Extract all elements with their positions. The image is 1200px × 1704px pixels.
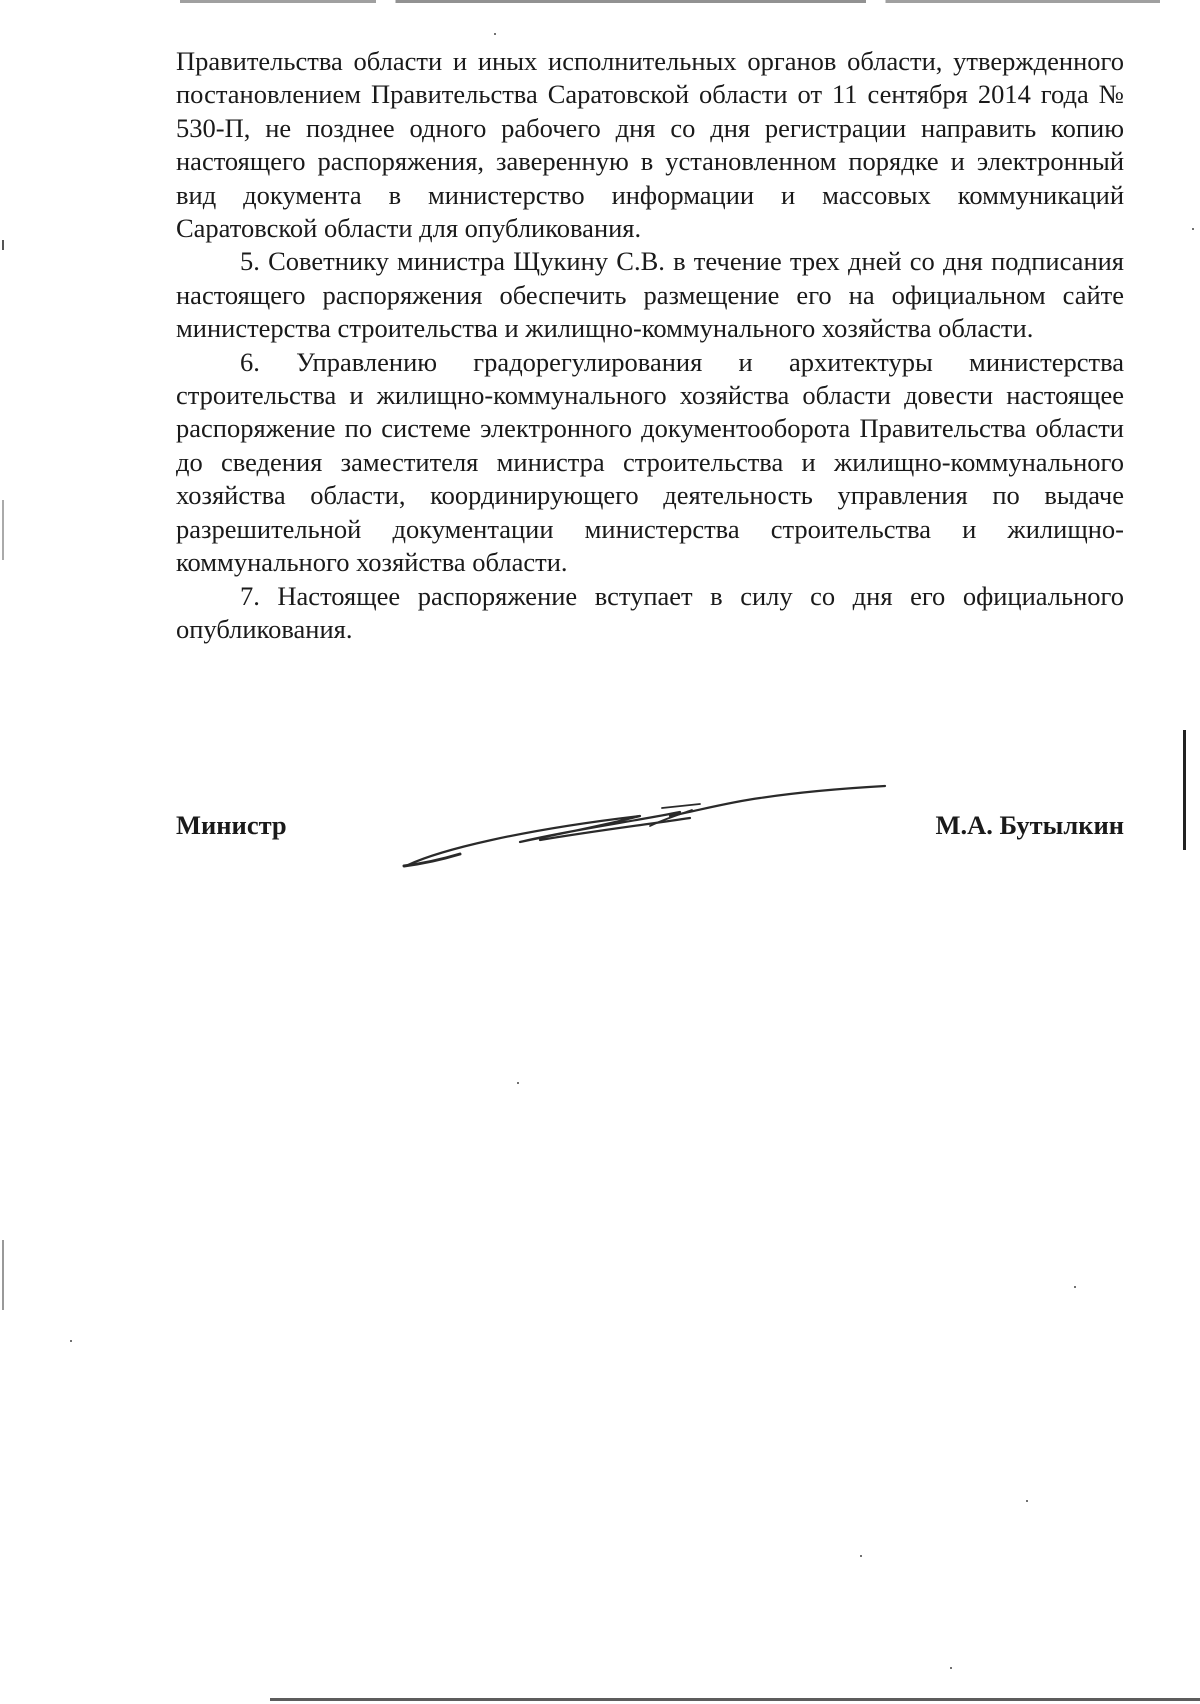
scan-edge-mark	[2, 1240, 4, 1310]
paragraph-item-7: 7. Настоящее распоряжение вступает в силу со дня его официального опубликования.	[176, 580, 1124, 644]
document-body	[176, 45, 1124, 646]
scan-speck	[1026, 1500, 1028, 1502]
scan-speck	[1074, 1286, 1076, 1288]
bottom-scan-border	[270, 1698, 1200, 1701]
scan-edge-mark	[2, 240, 4, 250]
scan-edge-mark	[1183, 730, 1186, 850]
signatory-title: Министр	[176, 810, 287, 840]
scan-speck	[494, 33, 496, 35]
scan-speck	[517, 1082, 519, 1084]
signature-block	[176, 810, 1124, 860]
paragraph-continuation: Правительства области и иных исполнительных органов области, утвержденного постановлением Правительства Саратовской области от 11 сентября 2014 года № 530-П, не позднее одного рабочего дня со дня регистрации направить копию настоящего распоряжения, заверенную в установленном порядке и электронный вид документа в министерство информации и массовых коммуникаций Саратовской области для опубликования.	[176, 46, 1124, 244]
paragraph-item-6: 6. Управлению градорегулирования и архитектуры министерства строительства и жилищно-коммунального хозяйства области довести настоящее распоряжение по системе электронного документооборота Правительства области до сведения заместителя министра строительства и жилищно-коммунального хозяйства области, координирующего деятельность управления по выдаче разрешительной документации министерства строительства и жилищно-коммунального хозяйства области.	[176, 346, 1124, 578]
paragraph-item-5: 5. Советнику министра Щукину С.В. в течение трех дней со дня подписания настоящего распоряжения обеспечить размещение его на официальном сайте министерства строительства и жилищно-коммунального хозяйства области.	[176, 246, 1124, 344]
scan-speck	[1192, 228, 1194, 230]
signatory-name: М.А. Бутылкин	[935, 810, 1124, 840]
scan-edge-mark	[2, 500, 4, 560]
top-scan-border	[180, 0, 1160, 3]
scan-speck	[950, 1667, 952, 1669]
scan-speck	[860, 1555, 862, 1557]
scan-speck	[70, 1340, 72, 1342]
